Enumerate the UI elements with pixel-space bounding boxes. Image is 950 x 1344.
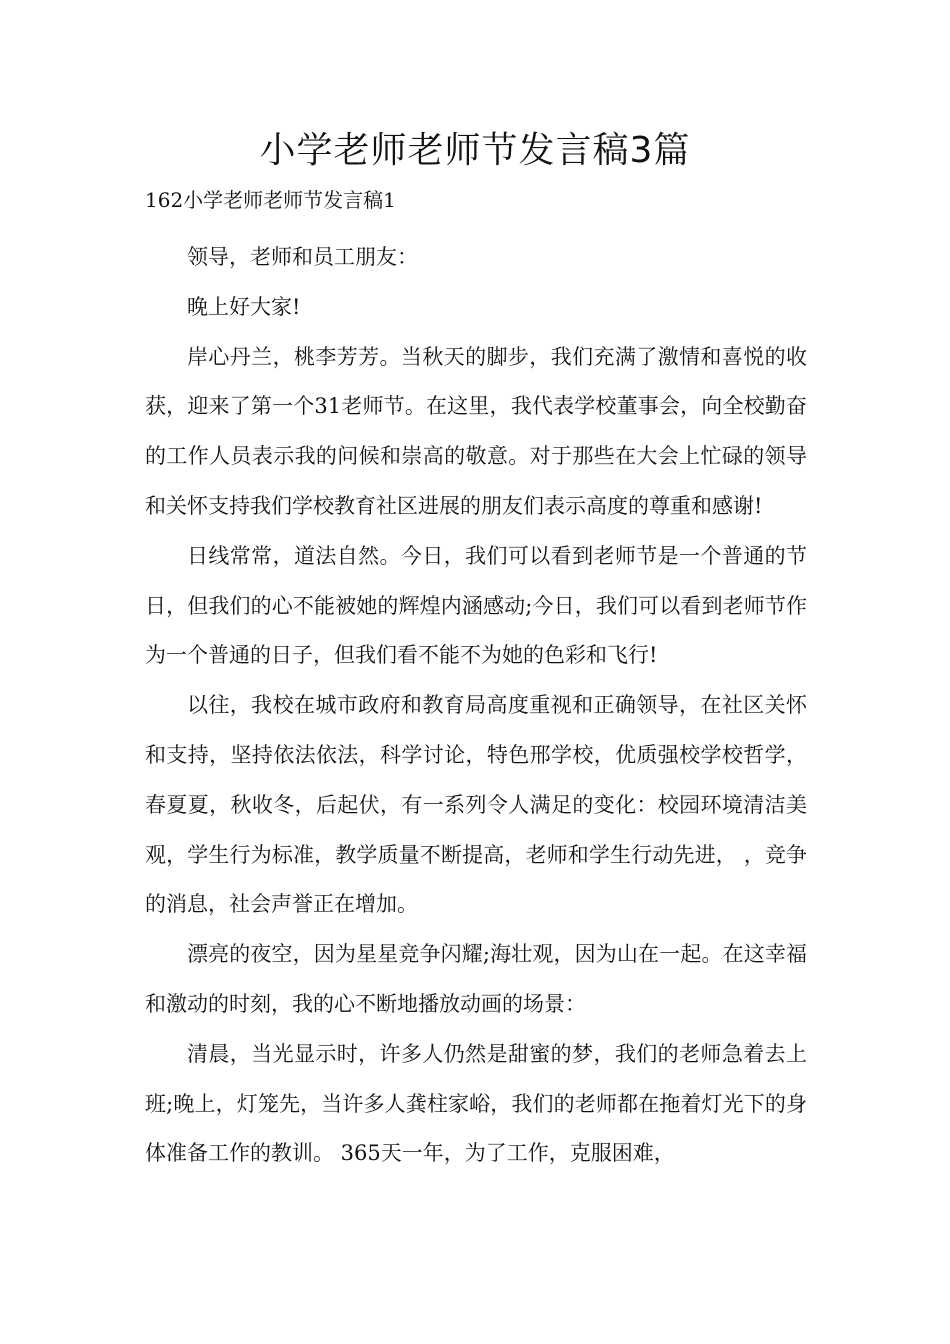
paragraph-4: 日线常常，道法自然。今日，我们可以看到老师节是一个普通的节日，但我们的心不能被她的辉煌内涵感动;今日，我们可以看到老师节作为一个普通的日子，但我们看不能不为她的色彩和飞行!	[145, 543, 807, 668]
paragraph-3: 岸心丹兰，桃李芳芳。当秋天的脚步，我们充满了激情和喜悦的收获，迎来了第一个31老师节。在这里，我代表学校董事会，向全校勤奋的工作人员表示我的问候和崇高的敬意。对于那些在大会上忙碌的领导和关怀支持我们学校教育社区进展的朋友们表示高度的尊重和感谢!	[145, 344, 807, 518]
document-subtitle: 162小学老师老师节发言稿1	[145, 188, 396, 212]
paragraph-salutation: 晚上好大家!	[187, 294, 301, 319]
paragraph-6: 漂亮的夜空，因为星星竞争闪耀;海壮观，因为山在一起。在这幸福和激动的时刻，我的心不断地播放动画的场景：	[145, 942, 807, 1016]
paragraph-greeting: 领导，老师和员工朋友：	[187, 245, 418, 269]
paragraph-7: 清晨，当光显示时，许多人仍然是甜蜜的梦，我们的老师急着去上班;晚上，灯笼先，当许多人龚柱家峪，我们的老师都在拖着灯光下的身体准备工作的教训。 365天一年，为了工作，克服困难，	[145, 1041, 807, 1166]
document-body	[145, 233, 807, 1179]
paragraph-5: 以往，我校在城市政府和教育局高度重视和正确领导，在社区关怀和支持，坚持依法依法，科学讨论，特色邢学校，优质强校学校哲学，春夏夏，秋收冬，后起伏，有一系列令人满足的变化：校园环境清洁美观，学生行为标准，教学质量不断提高，老师和学生行动先进， ，竞争的消息，社会声誉正在增加。	[145, 693, 807, 917]
document-title: 小学老师老师节发言稿3篇	[259, 130, 691, 171]
